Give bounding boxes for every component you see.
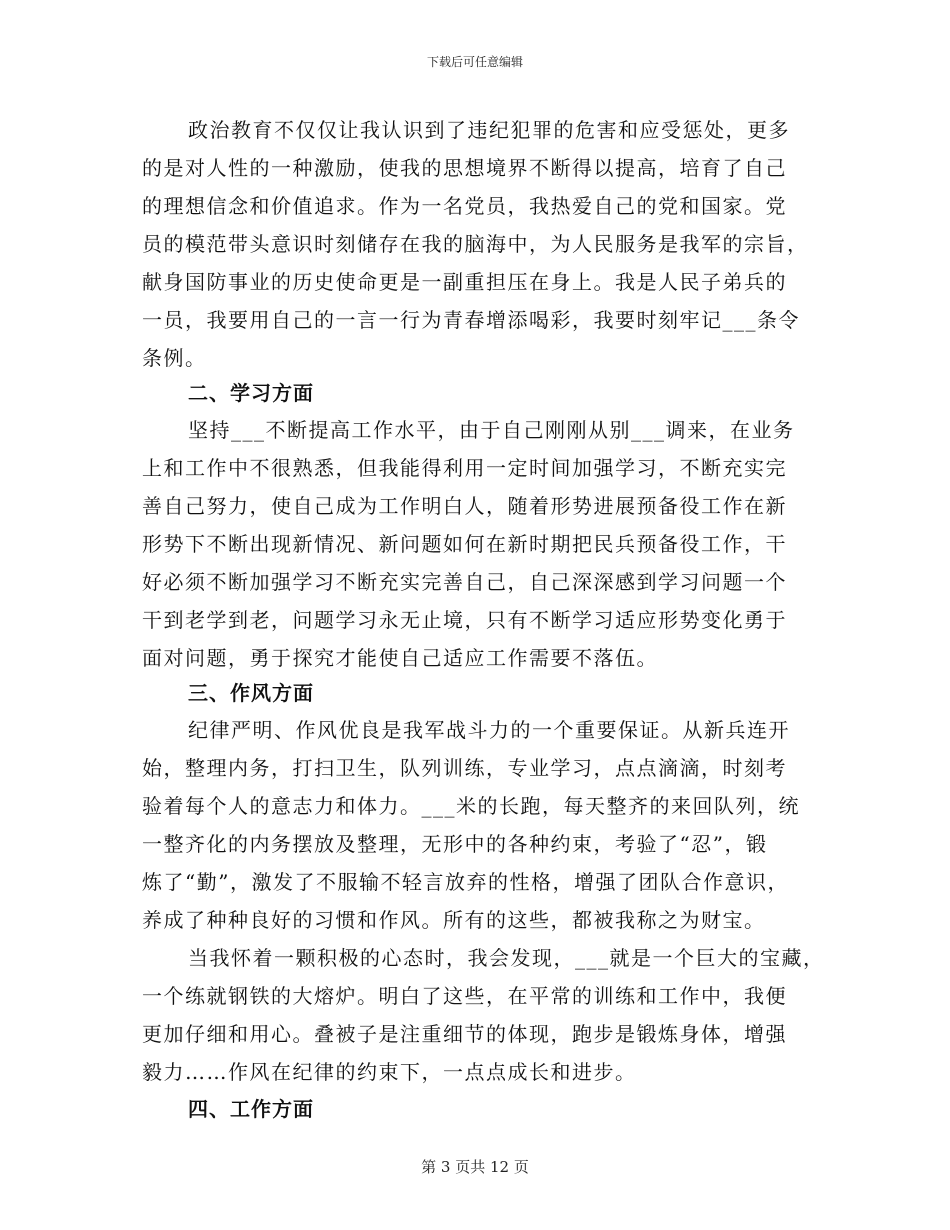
paragraph-line: 毅力……作风在纪律的约束下，一点点成长和进步。 <box>142 1060 637 1084</box>
paragraph-line: 炼了“勤”，激发了不服输不轻言放弃的性格，增强了团队合作意识， <box>142 870 789 894</box>
paragraph-line: 形势下不断出现新情况、新问题如何在新时期把民兵预备役工作，干 <box>142 532 787 556</box>
paragraph-line: 的是对人性的一种激励，使我的思想境界不断得以提高，培育了自己 <box>142 156 787 180</box>
paragraph-line: 纪律严明、作风优良是我军战斗力的一个重要保证。从新兵连开 <box>188 718 790 742</box>
paragraph-line: 干到老学到老，问题学习永无止境，只有不断学习适应形势变化勇于 <box>142 608 787 632</box>
paragraph-line: 献身国防事业的历史使命更是一副重担压在身上。我是人民子弟兵的 <box>142 270 787 294</box>
section-heading-study: 二、学习方面 <box>188 381 314 405</box>
paragraph-line: 验着每个人的意志力和体力。___米的长跑，每天整齐的来回队列，统 <box>142 794 800 818</box>
section-heading-work: 四、工作方面 <box>188 1097 314 1121</box>
paragraph-line: 一整齐化的内务摆放及整理，无形中的各种约束，考验了“忍”，锻 <box>142 832 768 856</box>
paragraph-line: 更加仔细和用心。叠被子是注重细节的体现，跑步是锻炼身体，增强 <box>142 1022 787 1046</box>
paragraph-line: 坚持___不断提高工作水平，由于自己刚刚从别___调来，在业务 <box>188 418 795 442</box>
paragraph-line: 善自己努力，使自己成为工作明白人，随着形势进展预备役工作在新 <box>142 494 787 518</box>
paragraph-line: 好必须不断加强学习不断充实完善自己，自己深深感到学习问题一个 <box>142 570 787 594</box>
page-footer: 第 3 页共 12 页 <box>421 1158 529 1176</box>
paragraph-line: 条例。 <box>142 346 207 370</box>
paragraph-line: 的理想信念和价值追求。作为一名党员，我热爱自己的党和国家。党 <box>142 194 787 218</box>
paragraph-line: 政治教育不仅仅让我认识到了违纪犯罪的危害和应受惩处，更多 <box>188 118 790 142</box>
section-heading-style: 三、作风方面 <box>188 681 314 705</box>
paragraph-line: 上和工作中不很熟悉，但我能得利用一定时间加强学习，不断充实完 <box>142 456 787 480</box>
page-header: 下载后可任意编辑 <box>426 55 523 69</box>
paragraph-line: 员的模范带头意识时刻储存在我的脑海中，为人民服务是我军的宗旨， <box>142 232 809 256</box>
paragraph-line: 面对问题，勇于探究才能使自己适应工作需要不落伍。 <box>142 646 658 670</box>
paragraph-line: 一员，我要用自己的一言一行为青春增添喝彩，我要时刻牢记___条令 <box>142 308 800 332</box>
paragraph-line: 当我怀着一颗积极的心态时，我会发现，___就是一个巨大的宝藏， <box>188 946 825 970</box>
paragraph-line: 养成了种种良好的习惯和作风。所有的这些，都被我称之为财宝。 <box>142 908 766 932</box>
paragraph-line: 一个练就钢铁的大熔炉。明白了这些，在平常的训练和工作中，我便 <box>142 984 787 1008</box>
paragraph-line: 始，整理内务，打扫卫生，队列训练，专业学习，点点滴滴，时刻考 <box>142 756 787 780</box>
